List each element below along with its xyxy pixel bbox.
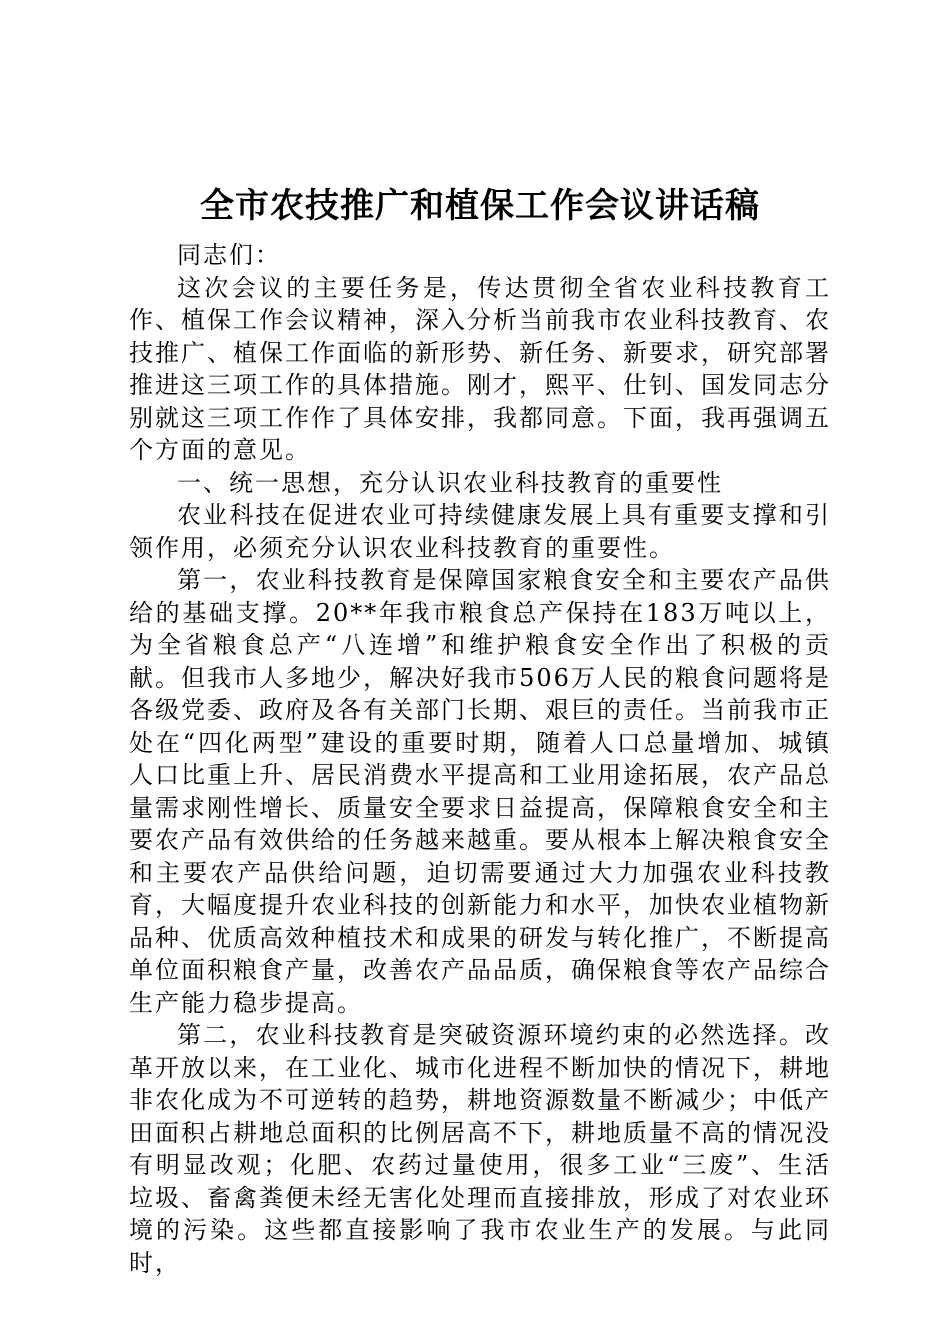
salutation: 同志们： [177,241,281,269]
body-paragraph-first-point: 第一，农业科技教育是保障国家粮食安全和主要农产品供给的基础支撑。20**年我市粮食总产保持在183万吨以上，为全省粮食总产“八连增”和维护粮食安全作出了积极的贡献。但我市人多地少，解决好我市506万人民的粮食问题将是各级党委、政府及各有关部门长期、艰巨的责任。当前我市正处在“四化两型”建设的重要时期，随着人口总量增加、城镇人口比重上升、居民消费水平提高和工业用途拓展，农产品总量需求刚性增长、质量安全要求日益提高，保障粮食安全和主要农产品有效供给的任务越来越重。要从根本上解决粮食安全和主要农产品供给问题，迫切需要通过大力加强农业科技教育，大幅度提升农业科技的创新能力和水平，加快农业植物新品种、优质高效种植技术和成果的研发与转化推广，不断提高单位面积粮食产量，改善农产品品质，确保粮食等农产品综合生产能力稳步提高。 [129,566,831,1017]
document-page [129,181,831,1279]
document-title: 全市农技推广和植保工作会议讲话稿 [200,186,760,226]
body-paragraph-overview: 农业科技在促进农业可持续健康发展上具有重要支撑和引领作用，必须充分认识农业科技教育的重要性。 [129,501,831,562]
body-paragraph-second-point: 第二，农业科技教育是突破资源环境约束的必然选择。改革开放以来，在工业化、城市化进程不断加快的情况下，耕地非农化成为不可逆转的趋势，耕地资源数量不断减少；中低产田面积占耕地总面积的比例居高不下，耕地质量不高的情况没有明显改观；化肥、农药过量使用，很多工业“三废”、生活垃圾、畜禽粪便未经无害化处理而直接排放，形成了对农业环境的污染。这些都直接影响了我市农业生产的发展。与此同时， [129,1021,831,1277]
section-heading-1: 一、统一思想，充分认识农业科技教育的重要性 [177,468,723,497]
body-paragraph-intro: 这次会议的主要任务是，传达贯彻全省农业科技教育工作、植保工作会议精神，深入分析当前我市农业科技教育、农技推广、植保工作面临的新形势、新任务、新要求，研究部署推进这三项工作的具体措施。刚才，熙平、仕钊、国发同志分别就这三项工作作了具体安排，我都同意。下面，我再强调五个方面的意见。 [129,273,831,464]
